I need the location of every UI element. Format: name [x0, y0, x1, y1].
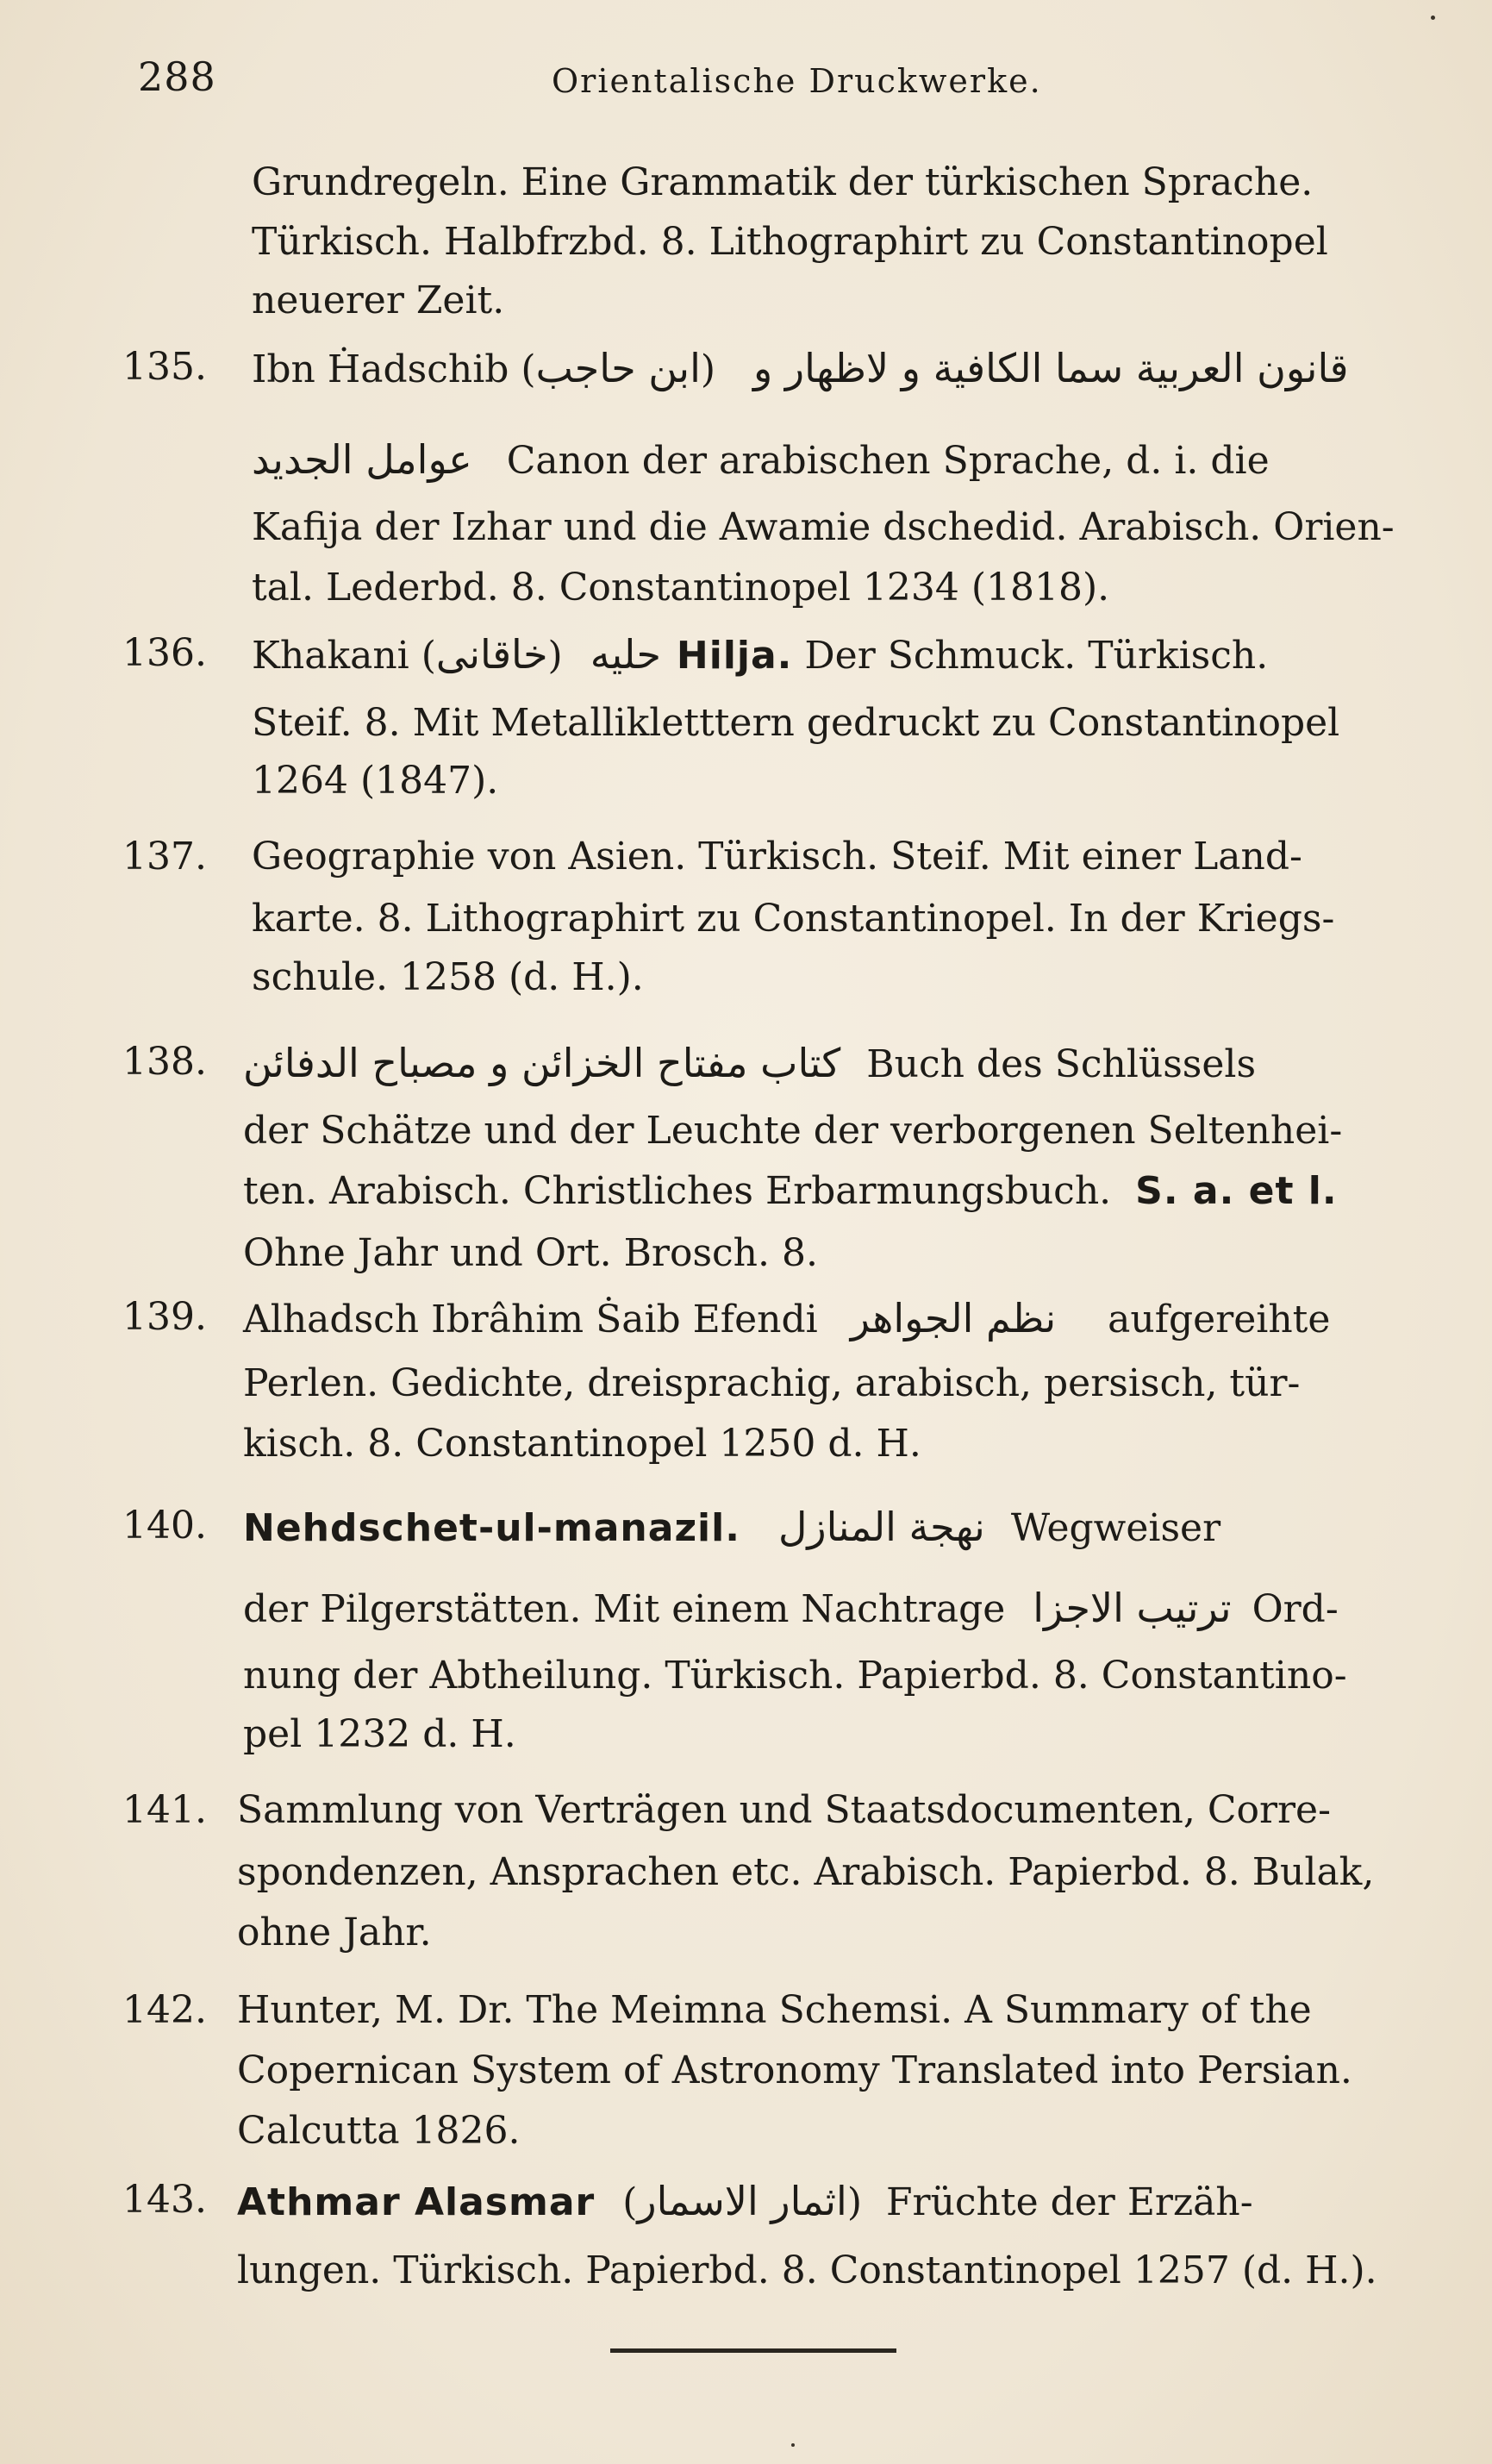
- text-line: [252, 566, 1110, 622]
- line-text: 1264 (1847).: [252, 759, 499, 803]
- arabic-author: ابن حاجب: [535, 345, 701, 391]
- line-text: Früchte der Erzäh-: [886, 2180, 1253, 2224]
- paper-speck: [1431, 16, 1435, 20]
- line-text: Wegweiser: [1010, 1506, 1221, 1550]
- arabic-title: كتاب مفتاح الخزائن و مصباح الدفائن: [243, 1040, 841, 1086]
- entry-139-line-1: [86, 1295, 1405, 1352]
- bold-title: Athmar Alasmar: [237, 2180, 596, 2224]
- arabic-title: اثمار الاسمار: [637, 2178, 847, 2224]
- text-line: [252, 759, 499, 816]
- entry-140-line-2: [243, 1585, 1339, 1642]
- text-line: [252, 160, 1314, 217]
- entry-number: 138.: [122, 1040, 207, 1084]
- line-text: Perlen. Gedichte, dreisprachig, arabisch, persisch, tür-: [243, 1361, 1301, 1405]
- line-text: Calcutta 1826.: [237, 2109, 521, 2153]
- entry-number: 137.: [122, 835, 207, 879]
- text-line: [252, 220, 1328, 277]
- line-text: Hunter, M. Dr. The Meimna Schemsi. A Summary of the: [237, 1988, 1312, 2032]
- line-text: nung der Abtheilung. Türkisch. Papierbd. 8. Constantino-: [243, 1654, 1347, 1698]
- text-line: [243, 1654, 1347, 1710]
- line-text: karte. 8. Lithographirt zu Constantinopel. In der Kriegs-: [252, 897, 1335, 941]
- bold-abbrev: S. a. et l.: [1135, 1169, 1338, 1213]
- author-text: Khakani (: [252, 634, 436, 678]
- entry-text: [243, 1040, 1257, 1086]
- text-line: [252, 955, 644, 1012]
- line-text: pel 1232 d. H.: [243, 1712, 516, 1756]
- arabic-title: قانون العربية سما الكافية و لاظهار و: [753, 345, 1349, 391]
- text-line: [252, 897, 1335, 954]
- arabic-title: نهجة المنازل: [777, 1504, 985, 1550]
- paren-close: ): [700, 347, 716, 391]
- entry-text: [237, 2178, 1253, 2224]
- entry-number: 141.: [122, 1788, 207, 1832]
- paper-speck: [791, 2443, 795, 2447]
- entry-number: 135.: [122, 345, 207, 389]
- text-line: [237, 2248, 1377, 2305]
- text-line: [252, 701, 1340, 758]
- line-text: Der Schmuck. Türkisch.: [804, 634, 1269, 678]
- line-text: schule. 1258 (d. H.).: [252, 955, 644, 999]
- entry-136-line-1: [86, 631, 1405, 688]
- page-number: 288: [138, 53, 216, 100]
- entry-135-line-1: [86, 345, 1405, 402]
- text-line: [243, 1231, 818, 1288]
- paren-close: ): [547, 634, 563, 678]
- end-rule: [610, 2348, 896, 2353]
- text-line: [252, 505, 1395, 562]
- arabic-title: حلیه: [590, 631, 661, 678]
- entry-text: [243, 1295, 1331, 1341]
- line-text: kisch. 8. Constantinopel 1250 d. H.: [243, 1422, 921, 1466]
- line-text: spondenzen, Ansprachen etc. Arabisch. Papierbd. 8. Bulak,: [237, 1850, 1375, 1894]
- line-text: Türkisch. Halbfrzbd. 8. Lithographirt zu Constantinopel: [252, 220, 1328, 264]
- line-text: der Schätze und der Leuchte der verborgenen Seltenhei-: [243, 1109, 1343, 1153]
- entry-141-line-1: [86, 1788, 1405, 1845]
- entry-number: 140.: [122, 1504, 207, 1548]
- entry-137-line-1: [86, 835, 1405, 891]
- entry-138-line-3: [243, 1169, 1338, 1226]
- entry-number: 139.: [122, 1295, 207, 1339]
- line-text: lungen. Türkisch. Papierbd. 8. Constantinopel 1257 (d. H.).: [237, 2248, 1377, 2292]
- bold-title: Nehdschet-ul-manazil.: [243, 1506, 740, 1550]
- paren-open: (: [622, 2180, 638, 2224]
- line-text: ten. Arabisch. Christliches Erbarmungsbuch.: [243, 1169, 1112, 1213]
- entry-143-line-1: [86, 2178, 1405, 2235]
- arabic-title-cont: عوامل الجديد: [252, 436, 472, 483]
- line-text: aufgereihte: [1108, 1298, 1331, 1341]
- line-text: der Pilgerstätten. Mit einem Nachtrage: [243, 1587, 1006, 1631]
- line-text: tal. Lederbd. 8. Constantinopel 1234 (1818).: [252, 566, 1110, 610]
- entry-number: 142.: [122, 1988, 207, 2032]
- line-text: Sammlung von Verträgen und Staatsdocumenten, Corre-: [237, 1788, 1331, 1832]
- text-line: [252, 278, 505, 335]
- arabic-title: ترتيب الاجزا: [1033, 1585, 1232, 1631]
- text-line: [243, 1109, 1343, 1166]
- line-text: Kafija der Izhar und die Awamie dschedid. Arabisch. Orien-: [252, 505, 1395, 549]
- text-line: [243, 1712, 516, 1769]
- entry-138-line-1: [86, 1040, 1405, 1097]
- arabic-author: خاقانی: [435, 631, 548, 678]
- entry-142-line-1: [86, 1988, 1405, 2045]
- line-text: Ord-: [1252, 1587, 1339, 1631]
- arabic-title: نظم الجواهر: [850, 1295, 1057, 1341]
- line-text: Geographie von Asien. Türkisch. Steif. Mit einer Land-: [252, 835, 1302, 879]
- text-line: [243, 1361, 1301, 1418]
- entry-140-line-1: [86, 1504, 1405, 1560]
- line-text: Grundregeln. Eine Grammatik der türkischen Sprache.: [252, 160, 1314, 204]
- line-text: Ohne Jahr und Ort. Brosch. 8.: [243, 1231, 818, 1275]
- entry-text: [252, 345, 1349, 391]
- author-text: Ibn Ḣadschib (: [252, 347, 536, 391]
- text-line: [237, 2048, 1352, 2105]
- line-text: Canon der arabischen Sprache, d. i. die: [506, 439, 1270, 483]
- entry-number: 136.: [122, 631, 207, 675]
- entry-text: [252, 631, 1269, 678]
- line-text: ohne Jahr.: [237, 1911, 432, 1954]
- text-line: [237, 2109, 521, 2166]
- text-line: [243, 1422, 921, 1479]
- entry-135-line-2: [252, 436, 1270, 493]
- text-line: [237, 1850, 1375, 1907]
- page-header: [138, 53, 1405, 105]
- text-line: [237, 1911, 432, 1967]
- entry-text: [243, 1504, 1221, 1550]
- line-text: Copernican System of Astronomy Translated into Persian.: [237, 2048, 1352, 2092]
- line-text: Buch des Schlüssels: [866, 1042, 1257, 1086]
- running-title: Orientalische Druckwerke.: [552, 62, 1042, 100]
- entry-number: 143.: [122, 2178, 207, 2222]
- paren-close: ): [846, 2180, 862, 2224]
- line-text: neuerer Zeit.: [252, 278, 505, 322]
- line-text: Steif. 8. Mit Metallikletttern gedruckt zu Constantinopel: [252, 701, 1340, 745]
- author-text: Alhadsch Ibrâhim Ṡaib Efendi: [243, 1298, 818, 1341]
- bold-title: Hilja.: [676, 634, 793, 678]
